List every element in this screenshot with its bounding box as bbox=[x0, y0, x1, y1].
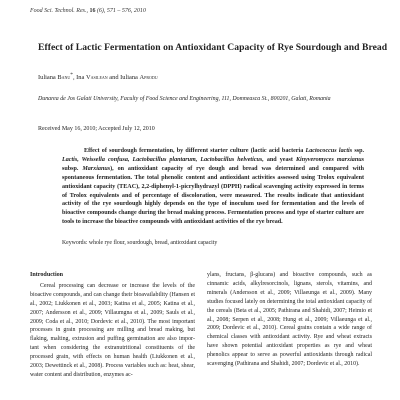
affiliation: Dunarea de Jos Galati University, Faculty of Food Science and Engineering, 111, Domneasca St., 800201, Galati, Romania bbox=[38, 96, 331, 102]
abstract-text-1: Effect of sourdough fermentation, by different starter culture (lactic acid bacteria bbox=[84, 148, 306, 154]
author-list bbox=[38, 72, 158, 81]
introduction-paragraph-right: ylans, fructans, β-glucans) and bioactive compounds, such as cinnamic acids, alkylresorcinols, lignans, sterols, vitamins, and minerals (Andersson et al., 2009; Villaeunga et al., 2009). Many studies focused lately on determining the total antioxidant capacity of the cereals (Beta et al., 2005; Pathirana and Shahidi, 2007; Heimio et al., 2008; Serpen et al., 2008; Hung et al., 2009; Villaeunga et al., 2009; Dordevic et al., 2010). Cereal grains contain a wide range of chemical classes with antioxidant activity. Rye and wheat extracts have shown potential antioxidant properties as rye and wheat phenolics appear to serve as powerful antioxidants through radical scavenging (Pathirana and Shahidi, 2007; Dordevic et al., 2010). bbox=[207, 272, 372, 368]
author-2-last: Vasilean bbox=[85, 74, 108, 82]
author-connector: and bbox=[107, 74, 121, 82]
section-heading-introduction: Introduction bbox=[30, 272, 64, 278]
author-1-first: Iuliana bbox=[38, 74, 56, 82]
abstract-text-4: subsp. bbox=[62, 165, 83, 172]
abstract-text-5: ), on antioxidant capacity of rye dough and bread was determined and compared with spontaneous fermentation. The total phenolic content and antioxidant activities assessed using Trolox equivalent antioxidant capacity (TEAC), 2,2-diphenyl-1-picrylhydrazyl (DPPH) radical scavenging activity expressed in terms of Trolox equivalents and of percentage of discoloration, were measured. The results indicate that antioxidant activity of the rye sourdough highly depends on the type of inoculum used for fermentation and the levels of bioactive compounds change during the bread making process. Fermentation process and type of starter culture are tools to increase the bioactive compounds with antioxidant activities of the rye bread. bbox=[62, 165, 364, 226]
abstract-species-1: Lactococcus lactis bbox=[305, 148, 353, 154]
abstract-species-3: Kinyveromyces marxianus bbox=[295, 156, 364, 163]
issue-pages: (6), 571 – 576, 2010 bbox=[96, 8, 146, 14]
body-column-left bbox=[30, 271, 195, 380]
body-column-right bbox=[207, 271, 372, 369]
article-title: Effect of Lactic Fermentation on Antioxidant Capacity of Rye Sourdough and Bread bbox=[38, 42, 388, 53]
keywords: Keywords: whole rye flour, sourdough, bread, antioxidant capacity bbox=[62, 240, 218, 246]
volume-number: 16 bbox=[89, 8, 96, 14]
author-separator: , bbox=[72, 74, 77, 82]
corresponding-mark: * bbox=[70, 72, 73, 78]
received-dates: Received May 16, 2010; Accepted July 12, 2010 bbox=[38, 126, 155, 132]
abstract-species-4: Marxianus bbox=[82, 165, 111, 172]
abstract-text-2: ssp. bbox=[352, 148, 364, 154]
abstract bbox=[62, 147, 364, 227]
abstract-species-2: Lactis, Weissella confusa, Lactobacillus plantarum, Lactobacillus helveticus, bbox=[62, 156, 264, 163]
author-2-first: Ina bbox=[76, 74, 85, 82]
author-1-last: Banu bbox=[57, 74, 71, 82]
running-header bbox=[30, 8, 146, 14]
author-3-last: Aprodu bbox=[139, 74, 158, 82]
author-3-first: Iuliana bbox=[120, 74, 138, 82]
introduction-paragraph-left: Cereal processing can decrease or increase the levels of the bioactive compounds, and can change their bioavailability (Hansen et al., 2002; Liukkonen et al., 2003; Katina et al., 2005; Katina et al., 2007; Andersson et al., 2009; Villaumgna et al., 2009; Sauls et al., 2009; Coda et al., 2010; Dordevic et al., 2010). The most important processes in grain processing are milling and bread making, but flaking, malting, extrusion and puffing germination are also important when considering the extranutritional constituents of the processed grain, with effects on human health (Liukkonen et al., 2003; Dewettinck et al., 2008). Process variables such as: heat, shear, water content and distribution, enzymes ac- bbox=[30, 282, 195, 378]
abstract-text-3: and yeast bbox=[263, 156, 296, 163]
journal-name: Food Sci. Technol. Res., bbox=[30, 8, 88, 14]
